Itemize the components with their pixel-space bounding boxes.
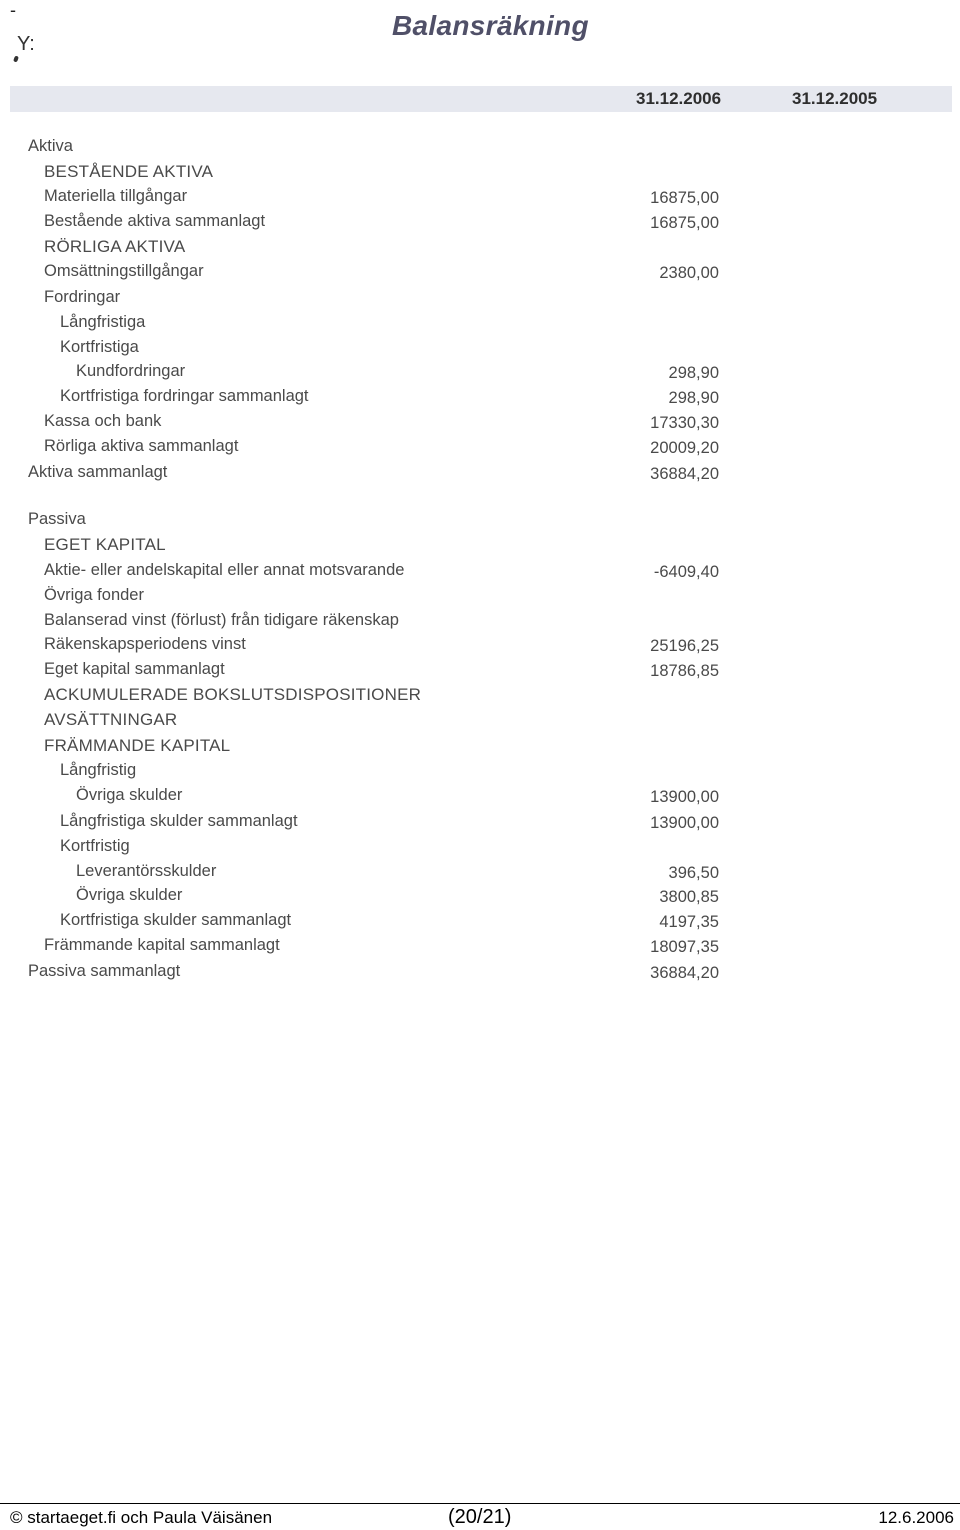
- row-label: Balanserad vinst (förlust) från tidigare räkenskap: [44, 611, 399, 629]
- row-label: FRÄMMANDE KAPITAL: [44, 736, 231, 755]
- table-row: [0, 463, 960, 487]
- table-row: [0, 761, 960, 785]
- row-value-2006: 4197,35: [659, 913, 719, 931]
- row-label: AVSÄTTNINGAR: [44, 710, 178, 729]
- row-label: ACKUMULERADE BOKSLUTSDISPOSITIONER: [44, 685, 422, 704]
- page-title: Balansräkning: [392, 10, 589, 41]
- table-row: [0, 786, 960, 810]
- footer-divider: [0, 1503, 960, 1504]
- row-label: Rörliga aktiva sammanlagt: [44, 437, 239, 455]
- row-label: Eget kapital sammanlagt: [44, 660, 225, 678]
- row-value-2006: 2380,00: [659, 264, 719, 282]
- row-value-2006: 36884,20: [650, 964, 719, 982]
- row-value-2006: -6409,40: [653, 563, 719, 581]
- column-header-2006: 31.12.2006: [636, 89, 722, 108]
- corner-mark: Y:: [17, 33, 35, 55]
- footer-copyright: © startaeget.fi och Paula Väisänen: [10, 1508, 273, 1527]
- row-label: Aktiva sammanlagt: [28, 463, 168, 481]
- row-value-2006: 3800,85: [659, 888, 719, 906]
- column-header-2005: 31.12.2005: [792, 89, 878, 108]
- row-label: Bestående aktiva sammanlagt: [44, 212, 266, 230]
- row-value-2006: 13900,00: [650, 788, 719, 806]
- row-label: Fordringar: [44, 288, 121, 306]
- row-label: Aktiva: [28, 137, 73, 155]
- row-label: Omsättningstillgångar: [44, 262, 204, 280]
- table-row: [0, 660, 960, 684]
- row-label: Kortfristiga skulder sammanlagt: [60, 911, 292, 929]
- row-value-2006: 16875,00: [650, 189, 719, 207]
- table-row: [0, 162, 960, 186]
- row-value-2006: 298,90: [668, 389, 719, 407]
- table-row: [0, 611, 960, 635]
- row-value-2006: 18786,85: [650, 662, 719, 680]
- table-row: [0, 212, 960, 236]
- row-label: Kortfristiga fordringar sammanlagt: [60, 387, 309, 405]
- row-label: Leverantörsskulder: [76, 862, 217, 880]
- row-value-2006: 396,50: [668, 864, 719, 882]
- row-label: Kassa och bank: [44, 412, 162, 430]
- row-label: Främmande kapital sammanlagt: [44, 936, 280, 954]
- table-row: [0, 237, 960, 261]
- table-row: [0, 936, 960, 960]
- table-row: [0, 362, 960, 386]
- row-label: Passiva: [28, 510, 86, 528]
- row-value-2006: 18097,35: [650, 938, 719, 956]
- table-row: [0, 262, 960, 286]
- row-value-2006: 298,90: [668, 364, 719, 382]
- row-label: Övriga skulder: [76, 886, 183, 904]
- table-row: [0, 187, 960, 211]
- row-value-2006: 16875,00: [650, 214, 719, 232]
- row-value-2006: 17330,30: [650, 414, 719, 432]
- row-label: EGET KAPITAL: [44, 535, 166, 554]
- corner-dash: -: [10, 0, 16, 20]
- footer-date: 12.6.2006: [878, 1508, 954, 1527]
- table-row: [0, 412, 960, 436]
- row-label: Övriga skulder: [76, 786, 183, 804]
- table-row: [0, 911, 960, 935]
- row-label: Aktie- eller andelskapital eller annat motsvarande: [44, 561, 405, 579]
- table-row: [0, 338, 960, 362]
- row-value-2006: 20009,20: [650, 439, 719, 457]
- row-label: Långfristig: [60, 761, 137, 779]
- table-row: [0, 812, 960, 836]
- table-row: [0, 635, 960, 659]
- table-row: [0, 437, 960, 461]
- table-row: [0, 886, 960, 910]
- row-label: Kortfristiga: [60, 338, 139, 356]
- table-row: [0, 685, 960, 709]
- row-label: Långfristiga skulder sammanlagt: [60, 812, 298, 830]
- row-value-2006: 13900,00: [650, 814, 719, 832]
- row-label: BESTÅENDE AKTIVA: [44, 162, 214, 181]
- row-label: Kundfordringar: [76, 362, 186, 380]
- row-label: Övriga fonder: [44, 586, 144, 604]
- row-value-2006: 36884,20: [650, 465, 719, 483]
- row-label: Materiella tillgångar: [44, 187, 188, 205]
- row-value-2006: 25196,25: [650, 637, 719, 655]
- table-row: [0, 586, 960, 610]
- footer-page-number: (20/21): [448, 1506, 512, 1528]
- row-label: Räkenskapsperiodens vinst: [44, 635, 246, 653]
- table-row: [0, 510, 960, 534]
- table-row: [0, 288, 960, 312]
- row-label: Kortfristig: [60, 837, 130, 855]
- row-label: Passiva sammanlagt: [28, 962, 181, 980]
- row-label: Långfristiga: [60, 313, 146, 331]
- table-row: [0, 313, 960, 337]
- table-row: [0, 387, 960, 411]
- table-row: [0, 736, 960, 760]
- table-row: [0, 535, 960, 559]
- table-row: [0, 561, 960, 585]
- table-row: [0, 837, 960, 861]
- table-row: [0, 710, 960, 734]
- row-label: RÖRLIGA AKTIVA: [44, 237, 186, 256]
- table-row: [0, 137, 960, 161]
- corner-dot: [13, 55, 19, 62]
- table-row: [0, 962, 960, 986]
- table-row: [0, 862, 960, 886]
